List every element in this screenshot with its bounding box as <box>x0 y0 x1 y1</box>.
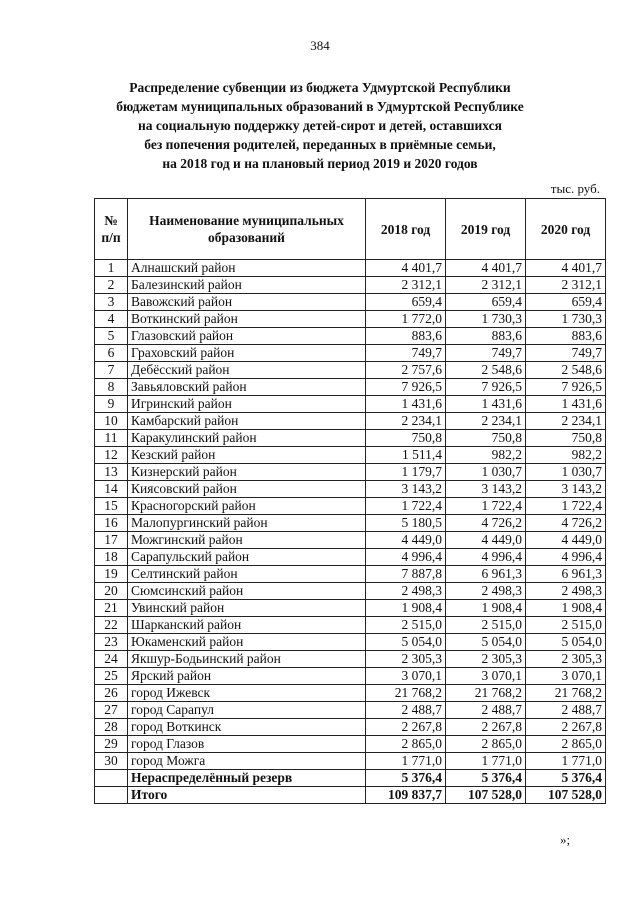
row-num: 24 <box>95 651 128 668</box>
row-num: 3 <box>95 294 128 311</box>
row-num: 2 <box>95 277 128 294</box>
row-name: Красногорский район <box>128 498 366 515</box>
document-title <box>60 78 580 173</box>
row-num: 30 <box>95 753 128 770</box>
row-2019: 2 305,3 <box>446 651 526 668</box>
header-name: Наименование муниципальных образований <box>128 199 366 260</box>
row-2020: 1 771,0 <box>526 753 606 770</box>
row-2019: 7 926,5 <box>446 379 526 396</box>
row-2019: 1 771,0 <box>446 753 526 770</box>
row-2019: 2 498,3 <box>446 583 526 600</box>
row-2019: 750,8 <box>446 430 526 447</box>
row-name: Кезский район <box>128 447 366 464</box>
table-row <box>95 736 606 753</box>
header-2020: 2020 год <box>526 199 606 260</box>
row-name: Балезинский район <box>128 277 366 294</box>
row-name: Сюмсинский район <box>128 583 366 600</box>
row-2018: 2 267,8 <box>366 719 446 736</box>
row-2018: 2 234,1 <box>366 413 446 430</box>
row-num: 28 <box>95 719 128 736</box>
row-name: Малопургинский район <box>128 515 366 532</box>
row-name: город Сарапул <box>128 702 366 719</box>
table-row <box>95 328 606 345</box>
row-2020: 2 548,6 <box>526 362 606 379</box>
row-name: город Можга <box>128 753 366 770</box>
row-2018: 2 312,1 <box>366 277 446 294</box>
row-2020: 750,8 <box>526 430 606 447</box>
row-num: 23 <box>95 634 128 651</box>
table-row <box>95 549 606 566</box>
row-name: Шарканский район <box>128 617 366 634</box>
row-num: 9 <box>95 396 128 413</box>
table-row <box>95 447 606 464</box>
row-2018: 1 431,6 <box>366 396 446 413</box>
page-number: 384 <box>310 38 330 53</box>
row-name: Сарапульский район <box>128 549 366 566</box>
row-num: 16 <box>95 515 128 532</box>
row-2018: 1 722,4 <box>366 498 446 515</box>
row-2019: 2 312,1 <box>446 277 526 294</box>
row-num: 7 <box>95 362 128 379</box>
total-2020: 107 528,0 <box>526 787 606 804</box>
row-name: город Ижевск <box>128 685 366 702</box>
row-num: 17 <box>95 532 128 549</box>
row-2019: 2 234,1 <box>446 413 526 430</box>
row-2020: 2 498,3 <box>526 583 606 600</box>
row-num: 8 <box>95 379 128 396</box>
row-num: 27 <box>95 702 128 719</box>
row-num: 15 <box>95 498 128 515</box>
row-2018: 7 926,5 <box>366 379 446 396</box>
table-row <box>95 600 606 617</box>
row-num: 21 <box>95 600 128 617</box>
row-2019: 2 865,0 <box>446 736 526 753</box>
table-row <box>95 702 606 719</box>
row-num: 20 <box>95 583 128 600</box>
row-name: Якшур-Бодьинский район <box>128 651 366 668</box>
row-2019: 883,6 <box>446 328 526 345</box>
row-name: Глазовский район <box>128 328 366 345</box>
row-2020: 6 961,3 <box>526 566 606 583</box>
row-2018: 3 070,1 <box>366 668 446 685</box>
row-2020: 1 030,7 <box>526 464 606 481</box>
reserve-num <box>95 770 128 787</box>
row-2018: 750,8 <box>366 430 446 447</box>
row-name: Ярский район <box>128 668 366 685</box>
table-row <box>95 685 606 702</box>
header-2019: 2019 год <box>446 199 526 260</box>
row-2020: 2 267,8 <box>526 719 606 736</box>
table-row <box>95 583 606 600</box>
row-2019: 6 961,3 <box>446 566 526 583</box>
row-2020: 4 726,2 <box>526 515 606 532</box>
row-2018: 21 768,2 <box>366 685 446 702</box>
row-2020: 1 431,6 <box>526 396 606 413</box>
table-row <box>95 413 606 430</box>
row-2020: 659,4 <box>526 294 606 311</box>
reserve-name: Нераспределённый резерв <box>128 770 366 787</box>
row-2019: 982,2 <box>446 447 526 464</box>
row-name: Камбарский район <box>128 413 366 430</box>
table-row <box>95 651 606 668</box>
row-2020: 883,6 <box>526 328 606 345</box>
row-2020: 2 234,1 <box>526 413 606 430</box>
table-row <box>95 277 606 294</box>
row-name: Граховский район <box>128 345 366 362</box>
row-2020: 2 515,0 <box>526 617 606 634</box>
row-num: 11 <box>95 430 128 447</box>
row-name: Увинский район <box>128 600 366 617</box>
row-num: 14 <box>95 481 128 498</box>
row-2019: 2 488,7 <box>446 702 526 719</box>
row-num: 10 <box>95 413 128 430</box>
total-row <box>95 787 606 804</box>
reserve-2020: 5 376,4 <box>526 770 606 787</box>
row-2018: 4 996,4 <box>366 549 446 566</box>
row-2018: 5 180,5 <box>366 515 446 532</box>
row-2020: 5 054,0 <box>526 634 606 651</box>
table-row <box>95 311 606 328</box>
row-num: 1 <box>95 260 128 277</box>
row-2018: 2 865,0 <box>366 736 446 753</box>
row-2020: 2 305,3 <box>526 651 606 668</box>
table-row <box>95 464 606 481</box>
row-2020: 2 312,1 <box>526 277 606 294</box>
reserve-row <box>95 770 606 787</box>
header-num: № п/п <box>95 199 128 260</box>
row-2018: 1 511,4 <box>366 447 446 464</box>
row-name: Каракулинский район <box>128 430 366 447</box>
row-2020: 1 722,4 <box>526 498 606 515</box>
row-name: город Воткинск <box>128 719 366 736</box>
row-2019: 1 431,6 <box>446 396 526 413</box>
title-line: Распределение субвенции из бюджета Удмуртской Республики <box>129 80 511 95</box>
total-name: Итого <box>128 787 366 804</box>
row-2020: 3 143,2 <box>526 481 606 498</box>
row-2020: 982,2 <box>526 447 606 464</box>
table-row <box>95 719 606 736</box>
row-2019: 1 730,3 <box>446 311 526 328</box>
row-2018: 1 908,4 <box>366 600 446 617</box>
table-row <box>95 294 606 311</box>
row-2020: 1 908,4 <box>526 600 606 617</box>
row-2019: 4 401,7 <box>446 260 526 277</box>
row-num: 5 <box>95 328 128 345</box>
table-row <box>95 617 606 634</box>
table-row <box>95 345 606 362</box>
total-2019: 107 528,0 <box>446 787 526 804</box>
row-2018: 2 498,3 <box>366 583 446 600</box>
row-2020: 21 768,2 <box>526 685 606 702</box>
subvention-table <box>94 198 606 804</box>
row-2019: 659,4 <box>446 294 526 311</box>
row-2020: 749,7 <box>526 345 606 362</box>
row-2019: 749,7 <box>446 345 526 362</box>
row-2019: 4 726,2 <box>446 515 526 532</box>
row-name: Игринский район <box>128 396 366 413</box>
table-row <box>95 362 606 379</box>
row-2019: 1 908,4 <box>446 600 526 617</box>
table-row <box>95 668 606 685</box>
row-2019: 3 143,2 <box>446 481 526 498</box>
row-name: Кизнерский район <box>128 464 366 481</box>
row-2018: 7 887,8 <box>366 566 446 583</box>
title-line: бюджетам муниципальных образований в Удмуртской Республике <box>116 99 524 114</box>
row-2019: 1 722,4 <box>446 498 526 515</box>
table-row <box>95 498 606 515</box>
table-row <box>95 566 606 583</box>
row-num: 13 <box>95 464 128 481</box>
table-row <box>95 532 606 549</box>
row-2019: 4 449,0 <box>446 532 526 549</box>
row-name: город Глазов <box>128 736 366 753</box>
row-2018: 2 757,6 <box>366 362 446 379</box>
row-2018: 749,7 <box>366 345 446 362</box>
row-2018: 4 401,7 <box>366 260 446 277</box>
row-num: 12 <box>95 447 128 464</box>
row-2018: 659,4 <box>366 294 446 311</box>
total-2018: 109 837,7 <box>366 787 446 804</box>
row-2018: 2 515,0 <box>366 617 446 634</box>
row-2020: 2 865,0 <box>526 736 606 753</box>
row-num: 6 <box>95 345 128 362</box>
row-2018: 1 772,0 <box>366 311 446 328</box>
table-row <box>95 634 606 651</box>
row-2020: 7 926,5 <box>526 379 606 396</box>
title-line: на 2018 год и на плановый период 2019 и 2020 годов <box>162 156 478 171</box>
row-num: 26 <box>95 685 128 702</box>
row-name: Селтинский район <box>128 566 366 583</box>
row-2020: 1 730,3 <box>526 311 606 328</box>
table-row <box>95 481 606 498</box>
row-2019: 2 515,0 <box>446 617 526 634</box>
row-2018: 2 305,3 <box>366 651 446 668</box>
row-num: 4 <box>95 311 128 328</box>
row-2019: 1 030,7 <box>446 464 526 481</box>
row-2018: 1 179,7 <box>366 464 446 481</box>
row-name: Киясовский район <box>128 481 366 498</box>
row-name: Завьяловский район <box>128 379 366 396</box>
row-name: Можгинский район <box>128 532 366 549</box>
table-header-row <box>95 199 606 260</box>
units-label: тыс. руб. <box>550 181 600 196</box>
table-row <box>95 515 606 532</box>
row-2020: 4 449,0 <box>526 532 606 549</box>
title-line: без попечения родителей, переданных в приёмные семьи, <box>144 137 496 152</box>
row-2020: 4 996,4 <box>526 549 606 566</box>
total-num <box>95 787 128 804</box>
row-2019: 21 768,2 <box>446 685 526 702</box>
title-line: на социальную поддержку детей-сирот и детей, оставшихся <box>138 118 502 133</box>
row-name: Воткинский район <box>128 311 366 328</box>
row-2020: 3 070,1 <box>526 668 606 685</box>
row-2019: 2 548,6 <box>446 362 526 379</box>
row-num: 18 <box>95 549 128 566</box>
row-name: Дебёсский район <box>128 362 366 379</box>
row-2018: 883,6 <box>366 328 446 345</box>
row-num: 22 <box>95 617 128 634</box>
row-num: 25 <box>95 668 128 685</box>
row-num: 29 <box>95 736 128 753</box>
row-name: Вавожский район <box>128 294 366 311</box>
row-2018: 1 771,0 <box>366 753 446 770</box>
table-body <box>95 260 606 770</box>
row-2019: 3 070,1 <box>446 668 526 685</box>
table-row <box>95 396 606 413</box>
row-2019: 4 996,4 <box>446 549 526 566</box>
row-name: Алнашский район <box>128 260 366 277</box>
row-2018: 2 488,7 <box>366 702 446 719</box>
row-2018: 5 054,0 <box>366 634 446 651</box>
row-2018: 3 143,2 <box>366 481 446 498</box>
closing-mark: »; <box>560 832 571 847</box>
row-num: 19 <box>95 566 128 583</box>
table-row <box>95 753 606 770</box>
reserve-2019: 5 376,4 <box>446 770 526 787</box>
table-row <box>95 260 606 277</box>
row-name: Юкаменский район <box>128 634 366 651</box>
row-2018: 4 449,0 <box>366 532 446 549</box>
table-row <box>95 430 606 447</box>
reserve-2018: 5 376,4 <box>366 770 446 787</box>
table-row <box>95 379 606 396</box>
row-2019: 2 267,8 <box>446 719 526 736</box>
row-2020: 4 401,7 <box>526 260 606 277</box>
row-2019: 5 054,0 <box>446 634 526 651</box>
row-2020: 2 488,7 <box>526 702 606 719</box>
header-2018: 2018 год <box>366 199 446 260</box>
